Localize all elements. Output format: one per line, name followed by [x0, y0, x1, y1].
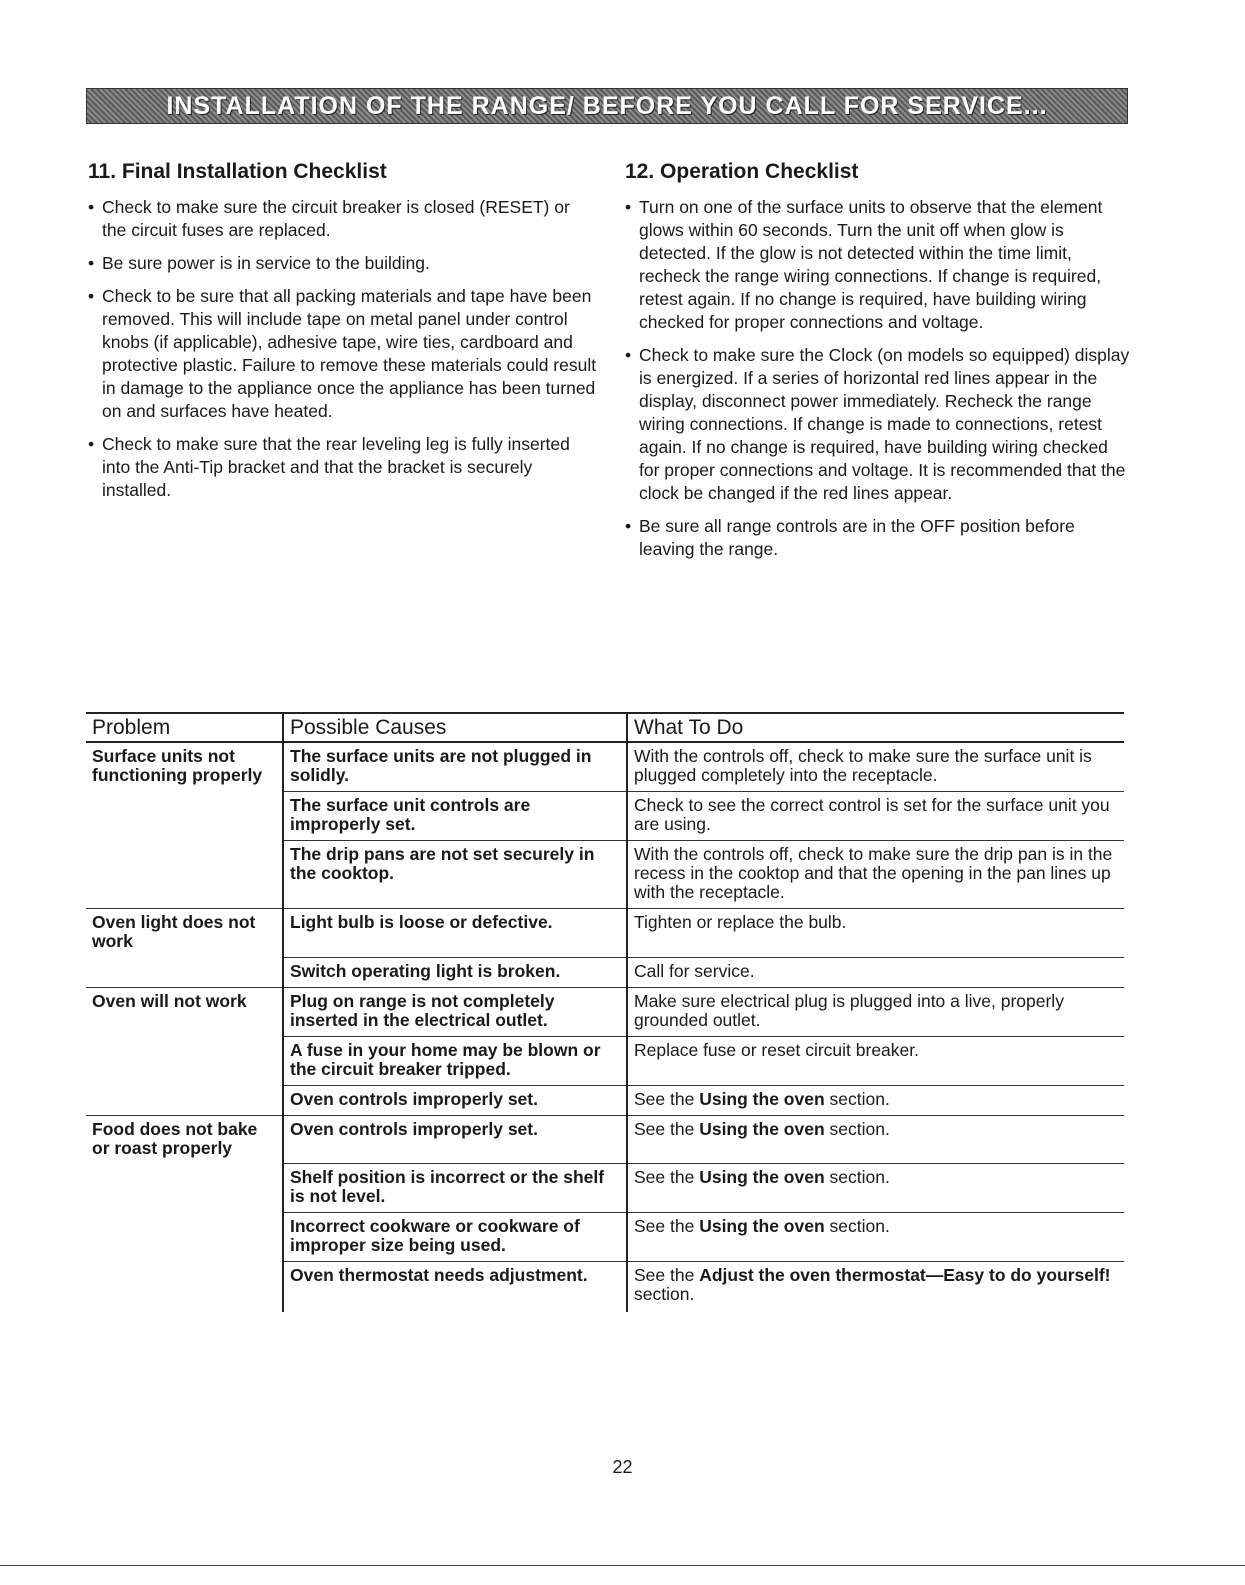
table-row	[86, 1213, 1124, 1262]
problem-cell: Food does not bake or roast properly	[86, 1115, 283, 1164]
cause-cell: The surface unit controls are improperly set.	[283, 792, 627, 841]
todo-emphasis: Adjust the oven thermostat—Easy to do yourself!	[699, 1265, 1111, 1285]
list-item: • Check to make sure the Clock (on models so equipped) display is energized. If a series of horizontal red lines appear in the display, disconnect power immediately. Recheck the range wiring connections. If change is made to connections, retest again. If no change is required, have building wiring checked for proper connections and voltage. It is recommended that the clock be changed if the red lines appear.	[625, 344, 1130, 505]
table-row	[86, 957, 1124, 987]
todo-cell: Call for service.	[627, 957, 1124, 987]
todo-cell	[627, 1262, 1124, 1313]
todo-text: section.	[824, 1167, 890, 1187]
problem-cell	[86, 957, 283, 987]
header-problem: Problem	[86, 713, 283, 742]
todo-cell: Check to see the correct control is set for the surface unit you are using.	[627, 792, 1124, 841]
section-11-title: 11. Final Installation Checklist	[88, 160, 387, 183]
problem-cell	[86, 1213, 283, 1262]
cause-cell: Oven thermostat needs adjustment.	[283, 1262, 627, 1313]
table-header-row	[86, 713, 1124, 742]
problem-cell	[86, 1036, 283, 1085]
cause-cell: Plug on range is not completely inserted in the electrical outlet.	[283, 987, 627, 1036]
todo-text: See the	[634, 1265, 700, 1285]
todo-text: section.	[634, 1284, 695, 1304]
todo-cell: Tighten or replace the bulb.	[627, 909, 1124, 958]
problem-cell	[86, 1085, 283, 1115]
section-12-title: 12. Operation Checklist	[625, 160, 859, 183]
banner-title: INSTALLATION OF THE RANGE/ BEFORE YOU CALL FOR SERVICE...	[166, 91, 1048, 120]
list-item: • Be sure all range controls are in the OFF position before leaving the range.	[625, 515, 1130, 561]
problem-cell	[86, 841, 283, 909]
todo-cell	[627, 1213, 1124, 1262]
header-what-to-do: What To Do	[627, 713, 1124, 742]
problem-cell: Oven light does not work	[86, 909, 283, 958]
table-row	[86, 841, 1124, 909]
todo-cell: Replace fuse or reset circuit breaker.	[627, 1036, 1124, 1085]
table-row	[86, 1036, 1124, 1085]
table-row	[86, 909, 1124, 958]
problem-cell	[86, 1164, 283, 1213]
todo-text: section.	[824, 1088, 890, 1109]
cause-cell: Oven controls improperly set.	[283, 1115, 627, 1164]
todo-cell: With the controls off, check to make sure the surface unit is plugged completely into the receptacle.	[627, 742, 1124, 792]
section-11-list	[88, 196, 598, 502]
todo-cell: Make sure electrical plug is plugged into a live, properly grounded outlet.	[627, 987, 1124, 1036]
todo-text: See the	[634, 1118, 700, 1139]
bottom-divider	[0, 1565, 1245, 1566]
troubleshooting-table	[86, 712, 1124, 1312]
cause-cell: The drip pans are not set securely in the cooktop.	[283, 841, 627, 909]
final-installation-checklist	[88, 160, 598, 512]
problem-cell: Oven will not work	[86, 987, 283, 1036]
table-row	[86, 1115, 1124, 1164]
cause-cell: Switch operating light is broken.	[283, 957, 627, 987]
table-row	[86, 792, 1124, 841]
todo-cell	[627, 1115, 1124, 1164]
todo-text: See the	[634, 1088, 700, 1109]
problem-cell: Surface units not functioning properly	[92, 746, 263, 785]
problem-cell	[86, 1262, 283, 1313]
todo-text: See the	[634, 1216, 700, 1236]
table-row	[86, 1262, 1124, 1313]
header-possible-causes: Possible Causes	[283, 713, 627, 742]
list-item: • Check to make sure the circuit breaker is closed (RESET) or the circuit fuses are replaced.	[88, 196, 598, 242]
cause-cell: A fuse in your home may be blown or the circuit breaker tripped.	[283, 1036, 627, 1085]
table-row	[86, 1164, 1124, 1213]
todo-emphasis: Using the oven	[699, 1216, 825, 1236]
list-item: • Check to be sure that all packing materials and tape have been removed. This will include tape on metal panel under control knobs (if applicable), adhesive tape, wire ties, cardboard and protective plastic. Failure to remove these materials could result in damage to the appliance once the appliance has been turned on and surfaces have heated.	[88, 285, 598, 423]
cause-cell: Shelf position is incorrect or the shelf is not level.	[283, 1164, 627, 1213]
todo-cell	[627, 1085, 1124, 1115]
table-row	[86, 987, 1124, 1036]
todo-emphasis: Using the oven	[699, 1088, 825, 1109]
todo-emphasis: Using the oven	[699, 1118, 825, 1139]
operation-checklist	[625, 160, 1130, 571]
table-row	[86, 1085, 1124, 1115]
todo-emphasis: Using the oven	[699, 1167, 825, 1187]
list-item: • Be sure power is in service to the building.	[88, 252, 598, 275]
todo-cell	[627, 1164, 1124, 1213]
cause-cell: The surface units are not plugged in solidly.	[283, 742, 627, 792]
problem-cell	[86, 792, 283, 841]
page-number: 22	[612, 1457, 633, 1477]
todo-text: section.	[824, 1118, 890, 1139]
todo-text: See the	[634, 1167, 700, 1187]
list-item: • Turn on one of the surface units to observe that the element glows within 60 seconds. Turn the unit off when glow is detected. If the glow is not detected within the time limit, recheck the range wiring connections. If change is required, retest again. If no change is required, have building wiring checked for proper connections and voltage.	[625, 196, 1130, 334]
cause-cell: Incorrect cookware or cookware of improper size being used.	[283, 1213, 627, 1262]
list-item: • Check to make sure that the rear leveling leg is fully inserted into the Anti-Tip bracket and that the bracket is securely installed.	[88, 433, 598, 502]
todo-text: section.	[824, 1216, 890, 1236]
cause-cell: Light bulb is loose or defective.	[283, 909, 627, 958]
todo-cell: With the controls off, check to make sure the drip pan is in the recess in the cooktop and that the opening in the pan lines up with the receptacle.	[627, 841, 1124, 909]
cause-cell: Oven controls improperly set.	[283, 1085, 627, 1115]
page-banner	[86, 88, 1128, 124]
table-row	[86, 742, 1124, 792]
section-12-list	[625, 196, 1130, 561]
